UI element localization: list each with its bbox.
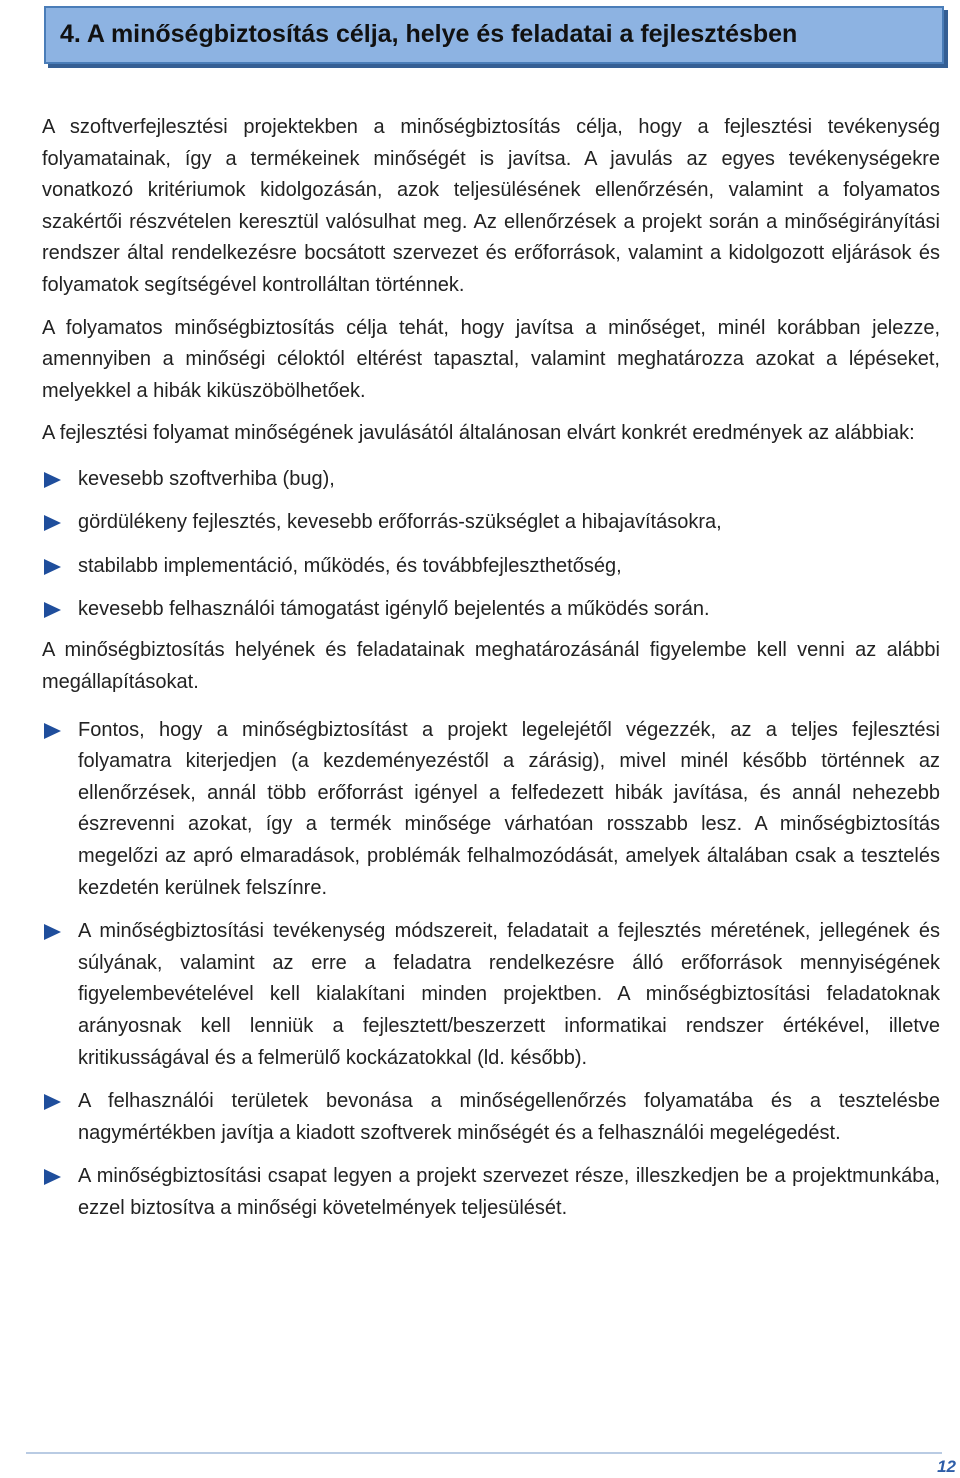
bullet-arrow-icon (44, 924, 61, 940)
footer-divider (26, 1452, 942, 1454)
bullet-arrow-icon (44, 1094, 61, 1110)
paragraph: A fejlesztési folyamat minőségének javulásától általánosan elvárt konkrét eredmények az alábbiak: (42, 422, 915, 445)
results-list (42, 464, 940, 628)
bullet-arrow-icon (44, 472, 61, 488)
list-item: Fontos, hogy a minőségbiztosítást a projekt legelejétől végezzék, az a teljes fejlesztési folyamatra kiterjedjen (a kezdeményezéstől a zárásig), mivel minél később történnek az ellenőrzések, annál több erőforrást igényel a felfedezett hibák javítása, és annál nehezebb észrevenni azokat, így a termék minősége várhatóan rosszabb lesz. A minőségbiztosítás megelőzi az apró elmaradások, problémák felhalmozódását, amelyek általában csak a tesztelés kezdetén kerülnek felszínre. (42, 715, 940, 905)
list-item: kevesebb szoftverhiba (bug), (42, 464, 940, 508)
list-item: A minőségbiztosítási csapat legyen a projekt szervezet része, illeszkedjen be a projektmunkába, ezzel biztosítva a minőségi követelmények teljesülését. (42, 1161, 940, 1224)
list-item: gördülékeny fejlesztés, kevesebb erőforrás-szükséglet a hibajavításokra, (42, 507, 940, 551)
list-item: stabilabb implementáció, működés, és továbbfejleszthetőség, (42, 551, 940, 595)
section-heading: 4. A minőségbiztosítás célja, helye és feladatai a fejlesztésben (60, 20, 798, 48)
list-item: kevesebb felhasználói támogatást igénylő bejelentés a működés során. (42, 594, 940, 627)
document-body (42, 112, 940, 1237)
bullet-arrow-icon (44, 1169, 61, 1185)
paragraph: A minőségbiztosítás helyének és feladatainak meghatározásánál figyelembe kell venni az alábbi megállapításokat. (42, 639, 940, 694)
bullet-arrow-icon (44, 723, 61, 739)
list-item: A minőségbiztosítási tevékenység módszereit, feladatait a fejlesztés méretének, jellegének és súlyának, valamint az erre a feladatra rendelkezésre álló erőforrások mennyiségének figyelembevételével kell kialakítani minden projektben. A minőségbiztosítási feladatoknak arányosnak kell lenniük a fejlesztett/beszerzett informatikai rendszer értékével, illetve kritikusságával és a felmerülő kockázatokkal (ld. később). (42, 916, 940, 1074)
section-heading-box (44, 6, 944, 64)
list-item: A felhasználói területek bevonása a minőségellenőrzés folyamatába és a tesztelésbe nagymértékben javítja a kiadott szoftverek minőségét és a felhasználói megelégedést. (42, 1086, 940, 1149)
bullet-arrow-icon (44, 559, 61, 575)
findings-list (42, 715, 940, 1225)
paragraph: A folyamatos minőségbiztosítás célja tehát, hogy javítsa a minőséget, minél korábban jelezze, amennyiben a minőségi céloktól eltérést tapasztal, valamint meghatározza azokat a lépéseket, melyekkel a hibák kiküszöbölhetőek. (42, 316, 940, 402)
bullet-arrow-icon (44, 602, 61, 618)
page-number: 12 (937, 1457, 956, 1476)
bullet-arrow-icon (44, 515, 61, 531)
paragraph: A szoftverfejlesztési projektekben a minőségbiztosítás célja, hogy a fejlesztési tevékenység folyamatainak, így a termékeinek minőségét is javítsa. A javulás az egyes tevékenységekre vonatkozó kritériumok kidolgozásán, azok teljesülésének ellenőrzésén, valamint a folyamatos szakértői részvételen keresztül valósulhat meg. Az ellenőrzések a projekt során a minőségirányítási rendszer által rendelkezésre bocsátott szervezet és erőforrások, valamint a kidolgozott eljárások és folyamatok segítségével kontrolláltan történnek. (42, 116, 940, 296)
